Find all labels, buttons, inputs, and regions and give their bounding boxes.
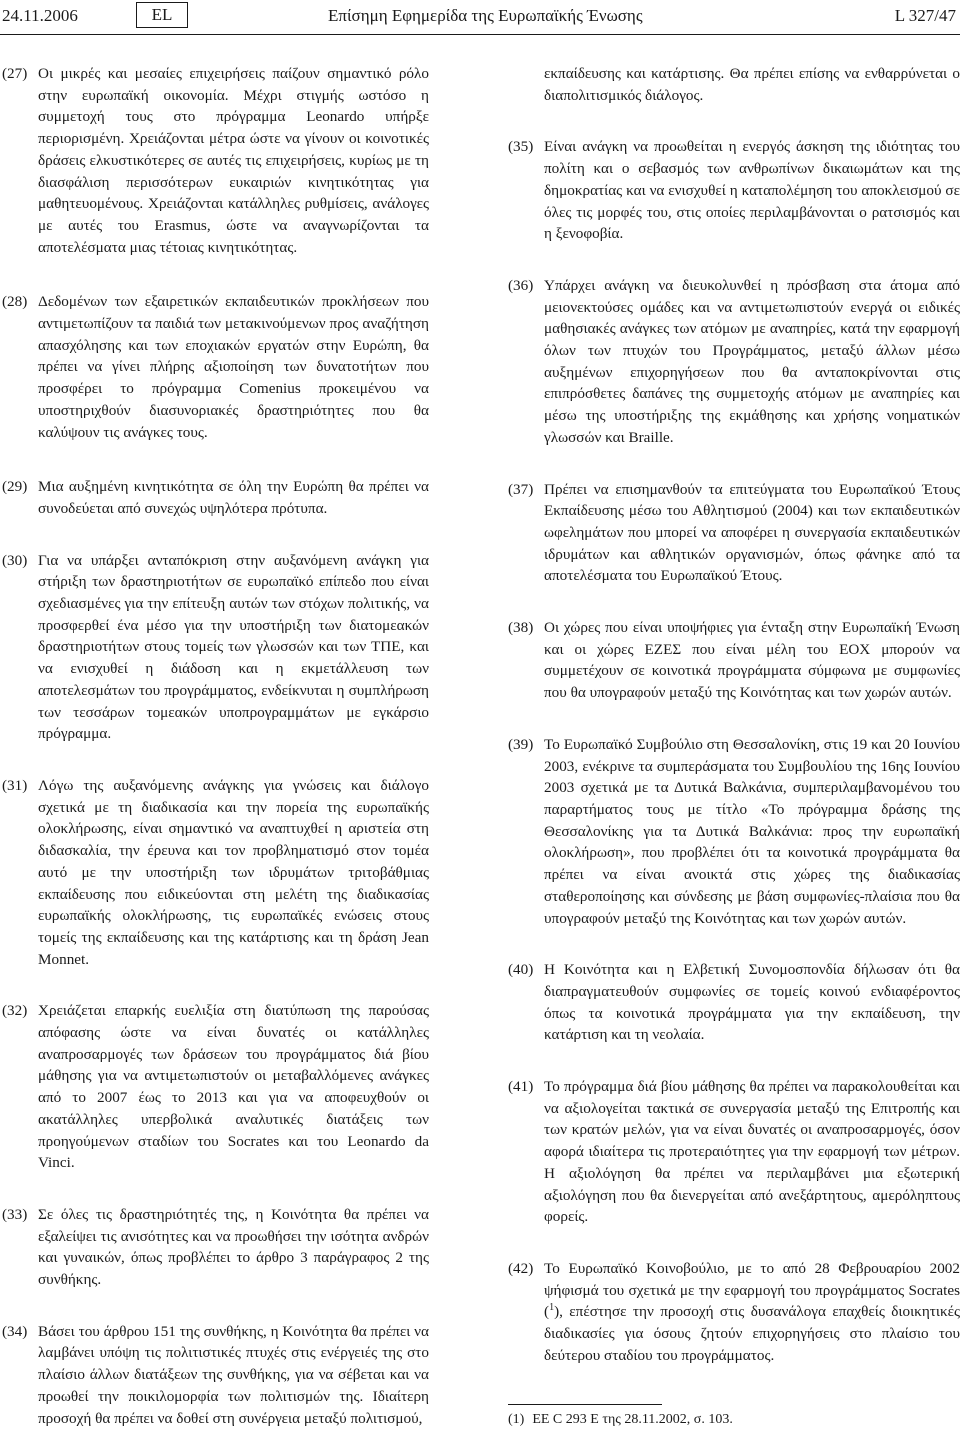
footnote-rule (508, 1404, 662, 1405)
recital-41 (508, 1076, 960, 1228)
recital-number: (40) (508, 961, 534, 979)
recital-34-continuation: εκπαίδευσης και κατάρτισης. Θα πρέπει επίσης να ενθαρρύνεται ο διαπολιτισμικός διάλογος. (544, 65, 960, 104)
recital-number: (31) (2, 776, 28, 794)
recital-number: (32) (2, 1002, 28, 1020)
recital-text-part: Το Ευρωπαϊκό Κοινοβούλιο, με το από 28 Φεβρουαρίου 2002 ψήφισμά του σχετικά με την εφαρμογή του προγράμματος Socrates ( (544, 1259, 960, 1321)
recital-30 (2, 550, 429, 745)
recital-number: (38) (508, 619, 534, 637)
footnote (508, 1411, 733, 1429)
recital-number: (33) (2, 1205, 28, 1223)
recital-text: Λόγω της αυξανόμενης ανάγκης για γνώσεις και διάλογο σχετικά με τη διαδικασία και την πορεία της ευρωπαϊκής ολοκλήρωσης, είναι σημαντικό να αναπτυχθεί η αριστεία στη διδασκαλία, την έρευνα και τον προβληματισμό στον τομέα αυτό με την υποστήριξη των ιδρυμάτων τριτοβάθμιας εκπαίδευσης που ειδικεύονται στη μελέτη της διαδικασίας ευρωπαϊκής ολοκλήρωσης, τις ευρωπαϊκές ενώσεις στους τομείς της εκπαίδευσης και της κατάρτισης και τη δράση Jean Monnet. (38, 776, 429, 968)
recital-text-part: ), επέστησε την προσοχή στις δυσανάλογα επαχθείς διοικητικές διαδικασίες για όσους ζητούν επιχορηγήσεις στο πλαίσιο του δεύτερου σταδίου του προγράμματος. (544, 1303, 960, 1364)
recital-text: Το πρόγραμμα διά βίου μάθησης θα πρέπει να παρακολουθείται και να αξιολογείται τακτικά σε συνεργασία μεταξύ της Επιτροπής και των κρατών μελών, για να είναι δυνατές οι αναπροσαρμογές, όσον αφορά ιδιαίτερα τις προτεραιότητες για την εφαρμογή των μέτρων. Η αξιολόγηση θα πρέπει να περιλαμβάνει μια εξωτερική αξιολόγηση που θα διενεργείται από ανεξάρτητους, αμερόληπτους φορείς. (544, 1078, 960, 1226)
footnote-mark: (1) (508, 1412, 525, 1427)
recital-39 (508, 734, 960, 929)
language-code: EL (136, 2, 188, 28)
recital-number: (41) (508, 1078, 534, 1096)
recital-number: (36) (508, 276, 534, 294)
recital-number: (34) (2, 1322, 28, 1340)
recital-32 (2, 1000, 429, 1174)
recital-text: Βάσει του άρθρου 151 της συνθήκης, η Κοινότητα θα πρέπει να λαμβάνει υπόψη τις πολιτιστικές πτυχές στις ενέργειές της στο πλαίσιο άλλων διατάξεων της συνθήκης, για να σέβεται και να προωθεί την ποικιλομορφία των πολιτισμών της. Ιδιαίτερη προσοχή θα πρέπει να δοθεί στη συνέργεια μεταξύ πολιτισμού, (38, 1322, 429, 1427)
page-reference: L 327/47 (894, 6, 956, 25)
recital-number: (29) (2, 478, 28, 496)
page-header (0, 0, 960, 36)
recital-text: Είναι ανάγκη να προωθείται η ενεργός άσκηση της ιδιότητας του πολίτη και ο σεβασμός των ανθρωπίνων δικαιωμάτων και της δημοκρατίας και να ενισχυθεί η καταπολέμηση του αποκλεισμού σε όλες τις μορφές του, στις οποίες περιλαμβάνονται ο ρατσισμός και η ξενοφοβία. (544, 138, 960, 243)
recital-27 (2, 63, 429, 258)
header-rule (0, 34, 960, 35)
recital-text: Υπάρχει ανάγκη να διευκολυνθεί η πρόσβαση στα άτομα από μειονεκτούσες ομάδες και να αντιμετωπιστούν ενεργά οι ειδικές μαθησιακές ανάγκες των ατόμων με αναπηρίες, κατά την εφαρμογή όλων των πτυχών του Προγράμματος, μεταξύ άλλων μέσω αυξημένων επιχορηγήσεων που θα ανταποκρίνονται στις επιπρόσθετες δαπάνες της συμμετοχής ατόμων με αναπηρίες και μέσω της υποστήριξης της εκμάθησης και χρήσης νοηματικών γλωσσών και Braille. (544, 276, 960, 446)
recital-text: Για να υπάρξει ανταπόκριση στην αυξανόμενη ανάγκη για στήριξη των δραστηριοτήτων σε ευρωπαϊκό επίπεδο που είναι σχεδιασμένες για την επίτευξη αυτών των στόχων πολιτικής, να προσφερθεί ένα μέσο για την υποστήριξη των διατομεακών δραστηριοτήτων στους τομείς των γλωσσών και των ΤΠΕ, και να ενισχυθεί η διάδοση και η εκμετάλλευση των αποτελεσμάτων του προγράμματος, ενδείκνυται η συμπλήρωση των τεσσάρων τομεακών υποπρογραμμάτων με εγκάρσιο πρόγραμμα. (38, 551, 429, 743)
recital-40 (508, 959, 960, 1046)
recital-37 (508, 479, 960, 588)
recital-number: (37) (508, 480, 534, 498)
recital-text: Σε όλες τις δραστηριότητές της, η Κοινότητα θα πρέπει να εξαλείψει τις ανισότητες και να προωθήσει την ισότητα ανδρών και γυναικών, όπως προβλέπει το άρθρο 3 παράγραφος 2 της συνθήκης. (38, 1205, 429, 1289)
recital-33 (2, 1204, 429, 1291)
footnote-text: ΕΕ C 293 Ε της 28.11.2002, σ. 103. (532, 1412, 733, 1427)
recital-35 (508, 136, 960, 245)
recital-28 (2, 291, 429, 443)
recital-text: Το Ευρωπαϊκό Συμβούλιο στη Θεσσαλονίκη, στις 19 και 20 Ιουνίου 2003, ενέκρινε τα συμπεράσματα του Συμβουλίου της 16ης Ιουνίου 2003 σχετικά με τα Δυτικά Βαλκάνια, συμπεριλαμβανομένου του παραρτήματος τους με τίτλο «Το πρόγραμμα δράσης της Θεσσαλονίκης για τα Δυτικά Βαλκάνια: προς την ευρωπαϊκή ολοκλήρωση», που προβλέπει ότι τα κοινοτικά προγράμματα θα πρέπει να είναι ανοικτά στις χώρες της διαδικασίας σταθεροποίησης και σύνδεσης με βάση συμφωνίες-πλαίσια που θα υπογραφούν μεταξύ της Κοινότητας και των χωρών αυτών. (544, 735, 960, 927)
recital-text: Οι χώρες που είναι υποψήφιες για ένταξη στην Ευρωπαϊκή Ένωση και οι χώρες ΕΖΕΣ που είναι μέλη του ΕΟΧ μπορούν να συμμετέχουν σε κοινοτικά προγράμματα σύμφωνα με συμφωνίες που θα υπογραφούν μεταξύ της Κοινότητας και των χωρών αυτών. (544, 619, 960, 702)
recital-number: (27) (2, 65, 28, 82)
recital-number: (35) (508, 138, 534, 156)
recital-38 (508, 617, 960, 704)
recital-34 (2, 1321, 429, 1430)
recital-number: (42) (508, 1259, 534, 1277)
recital-42 (508, 1258, 960, 1367)
recital-36 (508, 275, 960, 449)
right-column (508, 63, 960, 1366)
journal-title: Επίσημη Εφημερίδα της Ευρωπαϊκής Ένωσης (328, 6, 643, 25)
recital-number: (39) (508, 735, 534, 753)
recital-text (544, 1258, 960, 1367)
recital-text: Η Κοινότητα και η Ελβετική Συνομοσπονδία δήλωσαν ότι θα διαπραγματευθούν συμφωνίες σε τομείς κοινού ενδιαφέροντος όπως τα κοινοτικά προγράμματα για την εκπαίδευση, την κατάρτιση και τη νεολαία. (544, 961, 960, 1044)
recital-text: Δεδομένων των εξαιρετικών εκπαιδευτικών προκλήσεων που αντιμετωπίζουν τα παιδιά των μετακινούμενων προς αναζήτηση απασχόλησης και των εποχιακών εργατών στην Ευρώπη, θα πρέπει να γίνει πλήρης αξιοποίηση των δυνατοτήτων που προσφέρει το πρόγραμμα Comenius προκειμένου να υποστηριχθούν διασυνοριακές δραστηριότητες που θα καλύψουν τις ανάγκες τους. (38, 293, 429, 441)
recital-31 (2, 775, 429, 970)
recital-29 (2, 476, 429, 519)
recital-text: Χρειάζεται επαρκής ευελιξία στη διατύπωση της παρούσας απόφασης ώστε να είναι δυνατές οι κατάλληλες αναπροσαρμογές των δράσεων του προγράμματος διά βίου μάθησης για να αντιμετωπιστούν οι μεταβαλλόμενες ανάγκες από το 2007 έως το 2013 και για να αποφευχθούν οι ακατάλληλες υπερβολικά αναλυτικές διατάξεις των προηγούμενων σταδίων του Socrates και του Leonardo da Vinci. (38, 1002, 429, 1172)
recital-text: Μια αυξημένη κινητικότητα σε όλη την Ευρώπη θα πρέπει να συνοδεύεται από συνεχώς υψηλότερα πρότυπα. (38, 478, 429, 517)
left-column (2, 63, 429, 1429)
recital-number: (30) (2, 551, 28, 569)
recital-text: Πρέπει να επισημανθούν τα επιτεύγματα του Ευρωπαϊκού Έτους Εκπαίδευσης μέσω του Αθλητισμού (2004) και των εκπαιδευτικών ωφελημάτων που μπορεί να αποφέρει η συνεργασία εκπαιδευτικών ιδρυμάτων και αθλητικών οργανισμών, όπως φάνηκε από τα αποτελέσματα του Ευρωπαϊκού Έτους. (544, 480, 960, 585)
recital-text: Οι μικρές και μεσαίες επιχειρήσεις παίζουν σημαντικό ρόλο στην ευρωπαϊκή οικονομία. Μέχρι στιγμής ωστόσο η συμμετοχή τους στο πρόγραμμα Leonardo υπήρξε περιορισμένη. Χρειάζονται μέτρα ώστε να γίνουν οι κοινοτικές δράσεις ελκυστικότερες σε αυτές τις επιχειρήσεις, κυρίως με τη διασφάλιση περισσότερων ευκαιριών κινητικότητας για μαθητευομένους. Χρειάζονται κατάλληλες ρυθμίσεις, ανάλογες με αυτές του Erasmus, ώστε να αναγνωρίζονται τα αποτελέσματα μιας τέτοιας κινητικότητας. (38, 65, 429, 256)
recital-number: (28) (2, 293, 28, 311)
footnote-reference[interactable]: 1 (549, 1302, 555, 1314)
publication-date: 24.11.2006 (2, 6, 78, 25)
